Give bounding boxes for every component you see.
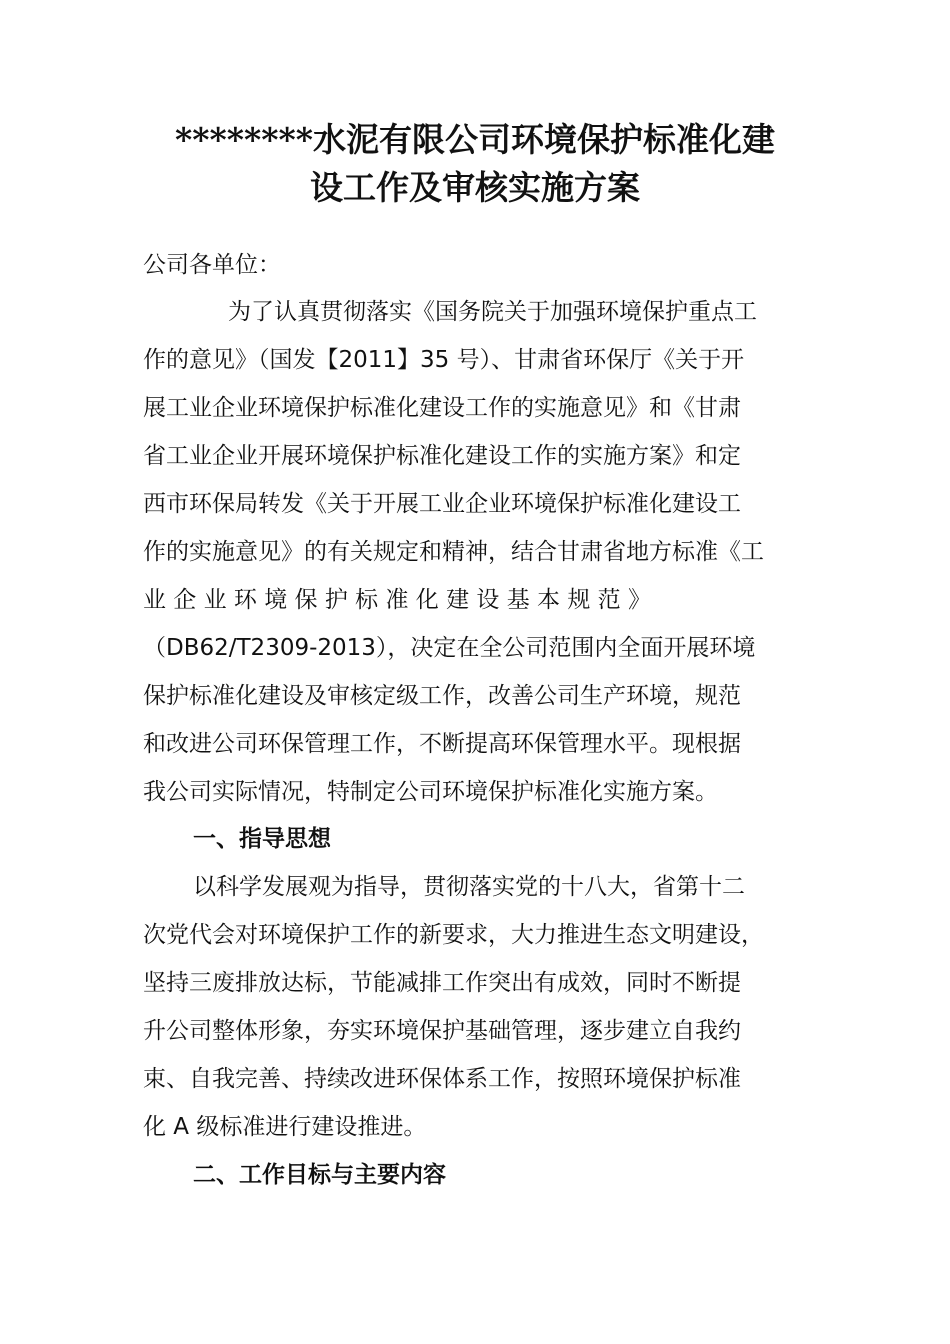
paragraph-2-line: 束、自我完善、持续改进环保体系工作，按照环境保护标准 <box>143 1066 741 1092</box>
section-heading-2: 二、工作目标与主要内容 <box>193 1162 446 1188</box>
document-title-line-1: ********水泥有限公司环境保护标准化建 <box>174 120 776 159</box>
paragraph-1-line: 西市环保局转发《关于开展工业企业环境保护标准化建设工 <box>143 491 741 517</box>
paragraph-1-line: 省工业企业开展环境保护标准化建设工作的实施方案》和定 <box>143 443 741 469</box>
paragraph-1-line: 作的实施意见》的有关规定和精神，结合甘肃省地方标准《工 <box>143 539 764 565</box>
paragraph-1-line: 展工业企业环境保护标准化建设工作的实施意见》和《甘肃 <box>143 395 741 421</box>
paragraph-1-line: 保护标准化建设及审核定级工作，改善公司生产环境，规范 <box>143 683 741 709</box>
paragraph-2-line: 坚持三废排放达标，节能减排工作突出有成效，同时不断提 <box>143 970 741 996</box>
paragraph-1-line: 为了认真贯彻落实《国务院关于加强环境保护重点工 <box>228 299 757 325</box>
document-title-line-2: 设工作及审核实施方案 <box>310 168 640 207</box>
paragraph-2-line: 以科学发展观为指导，贯彻落实党的十八大，省第十二 <box>193 874 745 900</box>
paragraph-1-line: 和改进公司环保管理工作，不断提高环保管理水平。现根据 <box>143 731 741 757</box>
paragraph-1-line: 业 企 业 环 境 保 护 标 准 化 建 设 基 本 规 范 》 <box>143 587 651 613</box>
paragraph-2-line: 升公司整体形象，夯实环境保护基础管理，逐步建立自我约 <box>143 1018 741 1044</box>
paragraph-1-line: （DB62/T2309-2013），决定在全公司范围内全面开展环境 <box>143 635 756 661</box>
paragraph-1-line: 作的意见》（国发【2011】35 号）、甘肃省环保厅《关于开 <box>143 347 745 373</box>
salutation: 公司各单位： <box>143 252 281 278</box>
section-heading-1: 一、指导思想 <box>193 826 331 852</box>
paragraph-2-line: 化 A 级标准进行建设推进。 <box>143 1114 427 1140</box>
paragraph-2-line: 次党代会对环境保护工作的新要求，大力推进生态文明建设， <box>143 922 764 948</box>
paragraph-1-line: 我公司实际情况，特制定公司环境保护标准化实施方案。 <box>143 779 718 805</box>
